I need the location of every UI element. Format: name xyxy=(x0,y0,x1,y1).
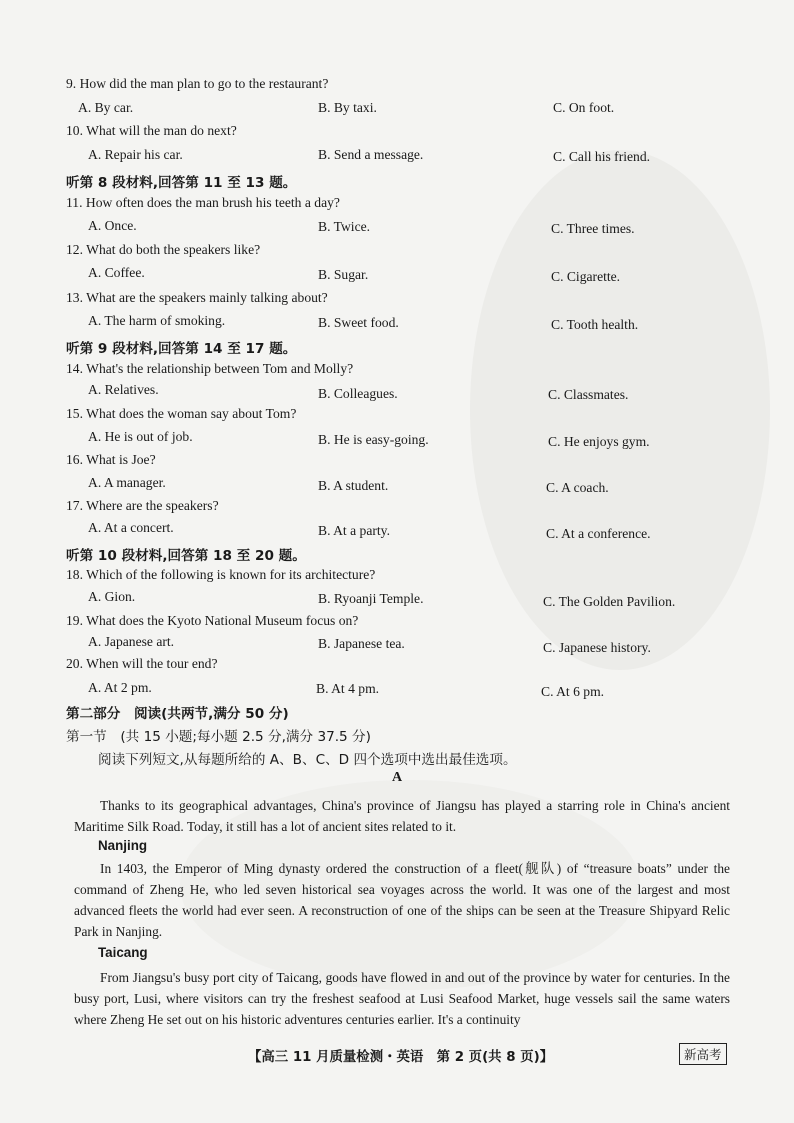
option-c: C. Classmates. xyxy=(548,387,629,402)
page-footer: 【高三 11 月质量检测・英语 第 2 页(共 8 页)】 xyxy=(248,1050,554,1065)
option-b: B. He is easy-going. xyxy=(318,432,429,447)
question-11: 11. How often does the man brush his teeth a day? xyxy=(66,195,340,210)
option-c: C. Japanese history. xyxy=(543,640,651,655)
option-a: A. A manager. xyxy=(88,475,166,490)
question-16: 16. What is Joe? xyxy=(66,452,156,467)
option-b: B. Sweet food. xyxy=(318,315,399,330)
paragraph-taicang: From Jiangsu's busy port city of Taicang, goods have flowed in and out of the province by water for centuries. In the busy port, Lusi, where visitors can try the freshest seafood at Lusi Seafood Market, huge vessels sail the same waters where Zheng He set out on his historic adventures centuries earlier. It's a continuity xyxy=(74,970,730,1027)
segment-8-instruction: 听第 8 段材料,回答第 11 至 13 题。 xyxy=(66,175,297,191)
option-c: C. At a conference. xyxy=(546,526,651,541)
option-c: C. A coach. xyxy=(546,480,609,495)
question-10: 10. What will the man do next? xyxy=(66,123,237,138)
part2-title: 第二部分 阅读(共两节,满分 50 分) xyxy=(66,706,289,722)
question-20: 20. When will the tour end? xyxy=(66,656,218,671)
heading-nanjing: Nanjing xyxy=(98,838,148,853)
question-15: 15. What does the woman say about Tom? xyxy=(66,406,297,421)
option-a: A. Relatives. xyxy=(88,382,159,397)
question-9: 9. How did the man plan to go to the restaurant? xyxy=(66,76,329,91)
question-18: 18. Which of the following is known for its architecture? xyxy=(66,567,376,582)
option-b: B. Ryoanji Temple. xyxy=(318,591,424,606)
option-b: B. Japanese tea. xyxy=(318,636,405,651)
option-c: C. The Golden Pavilion. xyxy=(543,594,676,609)
question-12: 12. What do both the speakers like? xyxy=(66,242,261,257)
option-b: B. By taxi. xyxy=(318,100,377,115)
option-b: B. At 4 pm. xyxy=(316,681,380,696)
option-c: C. Cigarette. xyxy=(551,269,621,284)
option-c: C. He enjoys gym. xyxy=(548,434,650,449)
option-b: B. Colleagues. xyxy=(318,386,398,401)
passage-intro: Thanks to its geographical advantages, China's province of Jiangsu has played a starring role in China's ancient Maritime Silk Road. Today, it still has a lot of ancient sites related to it. xyxy=(74,798,730,834)
option-a: A. At a concert. xyxy=(88,520,174,535)
option-a: A. Gion. xyxy=(88,589,136,604)
option-a: A. By car. xyxy=(78,100,134,115)
segment-10-instruction: 听第 10 段材料,回答第 18 至 20 题。 xyxy=(66,548,306,564)
option-a: A. Coffee. xyxy=(88,265,145,280)
question-14: 14. What's the relationship between Tom and Molly? xyxy=(66,361,354,376)
option-b: B. At a party. xyxy=(318,523,390,538)
option-a: A. The harm of smoking. xyxy=(88,313,226,328)
option-b: B. Twice. xyxy=(318,219,371,234)
option-c: C. On foot. xyxy=(553,100,615,115)
option-a: A. At 2 pm. xyxy=(88,680,152,695)
passage-label: A xyxy=(391,770,403,785)
option-a: A. Japanese art. xyxy=(88,634,175,649)
question-17: 17. Where are the speakers? xyxy=(66,498,219,513)
paragraph-nanjing: In 1403, the Emperor of Ming dynasty ordered the construction of a fleet(舰队) of “treasure boats” under the command of Zheng He, who led seven historical sea voyages across the world. It was one of the largest and most advanced fleets the world had ever seen. A reconstruction of one of the ships can be seen at the Treasure Shipyard Relic Park in Nanjing. xyxy=(74,861,730,939)
section1-title: 第一节 (共 15 小题;每小题 2.5 分,满分 37.5 分) xyxy=(66,729,371,745)
exam-badge: 新高考 xyxy=(679,1043,727,1065)
option-c: C. Call his friend. xyxy=(553,149,651,164)
option-c: C. Three times. xyxy=(551,221,635,236)
question-19: 19. What does the Kyoto National Museum focus on? xyxy=(66,613,359,628)
option-b: B. Sugar. xyxy=(318,267,369,282)
question-13: 13. What are the speakers mainly talking about? xyxy=(66,290,328,305)
option-a: A. Repair his car. xyxy=(88,147,183,162)
reading-direction: 阅读下列短文,从每题所给的 A、B、C、D 四个选项中选出最佳选项。 xyxy=(98,752,517,768)
heading-taicang: Taicang xyxy=(98,945,148,960)
segment-9-instruction: 听第 9 段材料,回答第 14 至 17 题。 xyxy=(66,341,297,357)
option-b: B. A student. xyxy=(318,478,389,493)
option-c: C. Tooth health. xyxy=(551,317,639,332)
option-b: B. Send a message. xyxy=(318,147,424,162)
option-a: A. He is out of job. xyxy=(88,429,193,444)
option-a: A. Once. xyxy=(88,218,137,233)
option-c: C. At 6 pm. xyxy=(541,684,605,699)
